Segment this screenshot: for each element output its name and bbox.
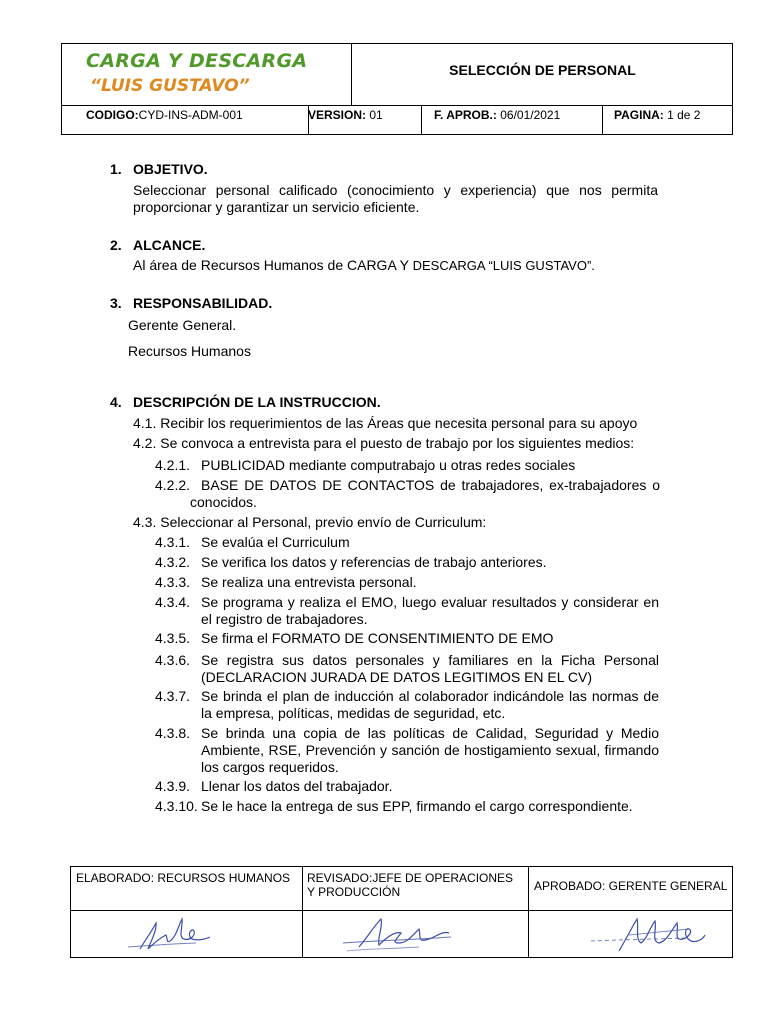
item-4-3-3: Se realiza una entrevista personal.: [201, 574, 417, 590]
company-logo-line2: “LUIS GUSTAVO”: [90, 76, 250, 96]
section-3-item: Gerente General.: [128, 317, 237, 333]
section-1-text: Seleccionar personal calificado (conocimiento y experiencia) que nos permita proporcionar y garantizar un servicio eficiente.: [133, 182, 658, 215]
section-2-title: ALCANCE.: [133, 237, 206, 253]
item-4-3-4: Se programa y realiza el EMO, luego evaluar resultados y considerar en el registro de trabajadores.: [201, 594, 659, 627]
pagina-field: [614, 108, 700, 122]
signature-elaborado: [126, 913, 216, 957]
section-2-text-a: Al área de Recursos Humanos de CARGA Y: [133, 257, 413, 273]
item-number: 4.3.1.: [155, 534, 191, 550]
header-divider: [421, 106, 422, 134]
item-number: 4.2.1.: [155, 457, 191, 473]
table-divider: [528, 867, 529, 957]
section-1-title: OBJETIVO.: [133, 161, 208, 177]
codigo-label: CODIGO:: [86, 108, 139, 122]
item-4-3-8: Se brinda una copia de las políticas de Calidad, Seguridad y Medio Ambiente, RSE, Prevención y sanción de hostigamiento sexual, firmando los cargos requeridos.: [201, 725, 659, 775]
item-4-3-2: Se verifica los datos y referencias de trabajo anteriores.: [201, 554, 547, 570]
pagina-value: 1 de 2: [663, 108, 701, 122]
section-4-number: 4.: [110, 394, 122, 410]
item-number: 4.3.7.: [155, 688, 191, 704]
approval-table: [70, 866, 733, 958]
version-field: [308, 108, 383, 122]
item-number: 4.3.9.: [155, 778, 191, 794]
item-number: 4.3.4.: [155, 594, 191, 610]
signature-aprobado: [589, 911, 709, 957]
item-4-2-2: BASE DE DATOS DE CONTACTOS de trabajadores, ex-trabajadores o conocidos.: [190, 477, 660, 510]
item-4-2-1: PUBLICIDAD mediante computrabajo u otras redes sociales: [201, 457, 576, 473]
item-4-1: 4.1. Recibir los requerimientos de las Áreas que necesita personal para su apoyo: [133, 415, 638, 431]
section-1-number: 1.: [110, 161, 122, 177]
item-4-3-10: Se le hace la entrega de sus EPP, firmando el cargo correspondiente.: [201, 798, 633, 814]
section-3-number: 3.: [110, 295, 122, 311]
item-4-3-5: Se firma el FORMATO DE CONSENTIMIENTO DE EMO: [201, 630, 554, 646]
revisado-cell: REVISADO:JEFE DE OPERACIONES Y PRODUCCIÓN: [307, 871, 514, 899]
codigo-field: [86, 108, 243, 122]
section-2-number: 2.: [110, 237, 122, 253]
company-logo-line1: CARGA Y DESCARGA: [86, 50, 308, 72]
version-value: 01: [366, 108, 383, 122]
item-4-2: 4.2. Se convoca a entrevista para el puesto de trabajo por los siguientes medios:: [133, 435, 635, 451]
item-4-3: 4.3. Seleccionar al Personal, previo envío de Curriculum:: [133, 514, 487, 530]
version-label: VERSION:: [308, 108, 367, 122]
item-number: 4.3.6.: [155, 652, 191, 668]
signature-revisado: [339, 913, 459, 957]
item-4-3-1: Se evalúa el Curriculum: [201, 534, 350, 550]
section-3-item: Recursos Humanos: [128, 343, 251, 359]
item-number: 4.2.2.: [155, 477, 191, 493]
table-divider: [302, 867, 303, 957]
header-divider: [62, 105, 732, 106]
section-2-text: [133, 257, 595, 274]
item-4-3-6: Se registra sus datos personales y familiares en la Ficha Personal (DECLARACION JURADA DE DATOS LEGITIMOS EN EL CV): [201, 652, 659, 685]
item-number: 4.3.3.: [155, 574, 191, 590]
item-4-3-7: Se brinda el plan de inducción al colaborador indicándole las normas de la empresa, políticas, medidas de seguridad, etc.: [201, 688, 659, 721]
document-title: SELECCIÓN DE PERSONAL: [449, 62, 636, 78]
faprob-field: [434, 108, 560, 122]
document-header: [61, 43, 733, 135]
section-3-title: RESPONSABILIDAD.: [133, 295, 273, 311]
faprob-label: F. APROB.:: [434, 108, 497, 122]
item-number: 4.3.10.: [155, 798, 198, 814]
section-2-text-b: DESCARGA “LUIS GUSTAVO”.: [412, 258, 595, 273]
pagina-label: PAGINA:: [614, 108, 664, 122]
item-number: 4.3.8.: [155, 725, 191, 741]
section-4-title: DESCRIPCIÓN DE LA INSTRUCCION.: [133, 394, 381, 410]
elaborado-cell: ELABORADO: RECURSOS HUMANOS: [76, 871, 291, 885]
item-number: 4.3.2.: [155, 554, 191, 570]
item-number: 4.3.5.: [155, 630, 191, 646]
header-divider: [602, 106, 603, 134]
item-4-3-9: Llenar los datos del trabajador.: [201, 778, 393, 794]
faprob-value: 06/01/2021: [496, 108, 561, 122]
aprobado-cell: APROBADO: GERENTE GENERAL: [534, 879, 728, 893]
codigo-value: CYD-INS-ADM-001: [138, 108, 243, 122]
